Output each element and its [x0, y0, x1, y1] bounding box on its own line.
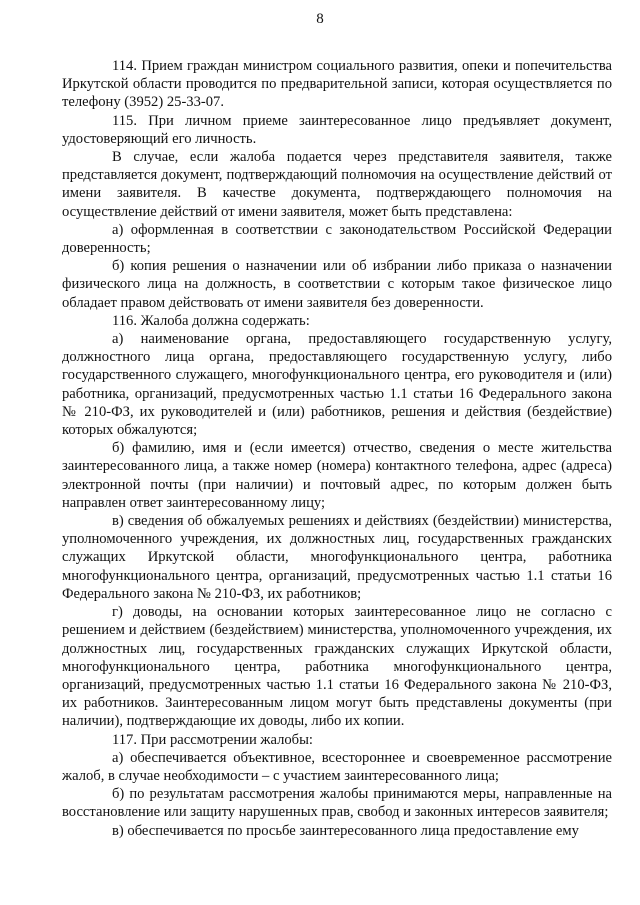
document-body	[62, 57, 612, 840]
paragraph-117-a: а) обеспечивается объективное, всестороннее и своевременное рассмотрение жалоб, в случае необходимости – с участием заинтересованного лица;	[62, 749, 612, 784]
page-number: 8	[316, 11, 324, 27]
paragraph-115: 115. При личном приеме заинтересованное лицо предъявляет документ, удостоверяющий его личность.	[62, 112, 612, 147]
paragraph-representative: В случае, если жалоба подается через представителя заявителя, также представляется документ, подтверждающий полномочия на осуществление действий от имени заявителя. В качестве документа, подтверждающего полномочия на осуществление действий от имени заявителя, может быть представлена:	[62, 149, 612, 220]
paragraph-116-g: г) доводы, на основании которых заинтересованное лицо не согласно с решением и действием (бездействием) министерства, уполномоченного учреждения, их должностных лиц, государственных гражданских служащих Иркутской области, многофункционального центра, работника многофункционального центра, организаций, предусмотренных частью 1.1 статьи 16 Федерального закона № 210-ФЗ, их работников. Заинтересованным лицом могут быть представлены документы (при наличии), подтверждающие их доводы, либо их копии.	[62, 604, 612, 730]
paragraph-117-v: в) обеспечивается по просьбе заинтересованного лица предоставление ему	[112, 822, 579, 839]
paragraph-117-b: б) по результатам рассмотрения жалобы принимаются меры, направленные на восстановление или защиту нарушенных прав, свобод и законных интересов заявителя;	[62, 786, 612, 821]
paragraph-115-b: б) копия решения о назначении или об избрании либо приказа о назначении физического лица на должность, в соответствии с которым такое физическое лицо обладает правом действовать от имени заявителя без доверенности.	[62, 258, 612, 311]
paragraph-116: 116. Жалоба должна содержать:	[112, 312, 310, 329]
paragraph-116-a: а) наименование органа, предоставляющего государственную услугу, должностного лица органа, предоставляющего государственную услугу, либо государственного служащего, многофункционального центра, его руководителя и (или) работника, организаций, предусмотренных частью 1.1 статьи 16 Федерального закона № 210-ФЗ, их руководителей и (или) работников, решения и действия (бездействие) которых обжалуются;	[62, 331, 612, 439]
paragraph-117: 117. При рассмотрении жалобы:	[112, 731, 313, 748]
paragraph-116-v: в) сведения об обжалуемых решениях и действиях (бездействии) министерства, уполномоченного учреждения, их должностных лиц, государственных гражданских служащих Иркутской области, многофункционального центра, работника многофункционального центра, организаций, предусмотренных частью 1.1 статьи 16 Федерального закона № 210-ФЗ, их работников;	[62, 513, 612, 602]
paragraph-115-a: а) оформленная в соответствии с законодательством Российской Федерации доверенность;	[62, 221, 612, 257]
paragraph-114: 114. Прием граждан министром социального развития, опеки и попечительства Иркутской области проводится по предварительной записи, которая осуществляется по телефону (3952) 25-33-07.	[62, 58, 612, 111]
paragraph-116-b: б) фамилию, имя и (если имеется) отчество, сведения о месте жительства заинтересованного лица, а также номер (номера) контактного телефона, адрес (адреса) электронной почты (при наличии) и почтовый адрес, по которым должен быть направлен ответ заинтересованному лицу;	[62, 440, 612, 511]
